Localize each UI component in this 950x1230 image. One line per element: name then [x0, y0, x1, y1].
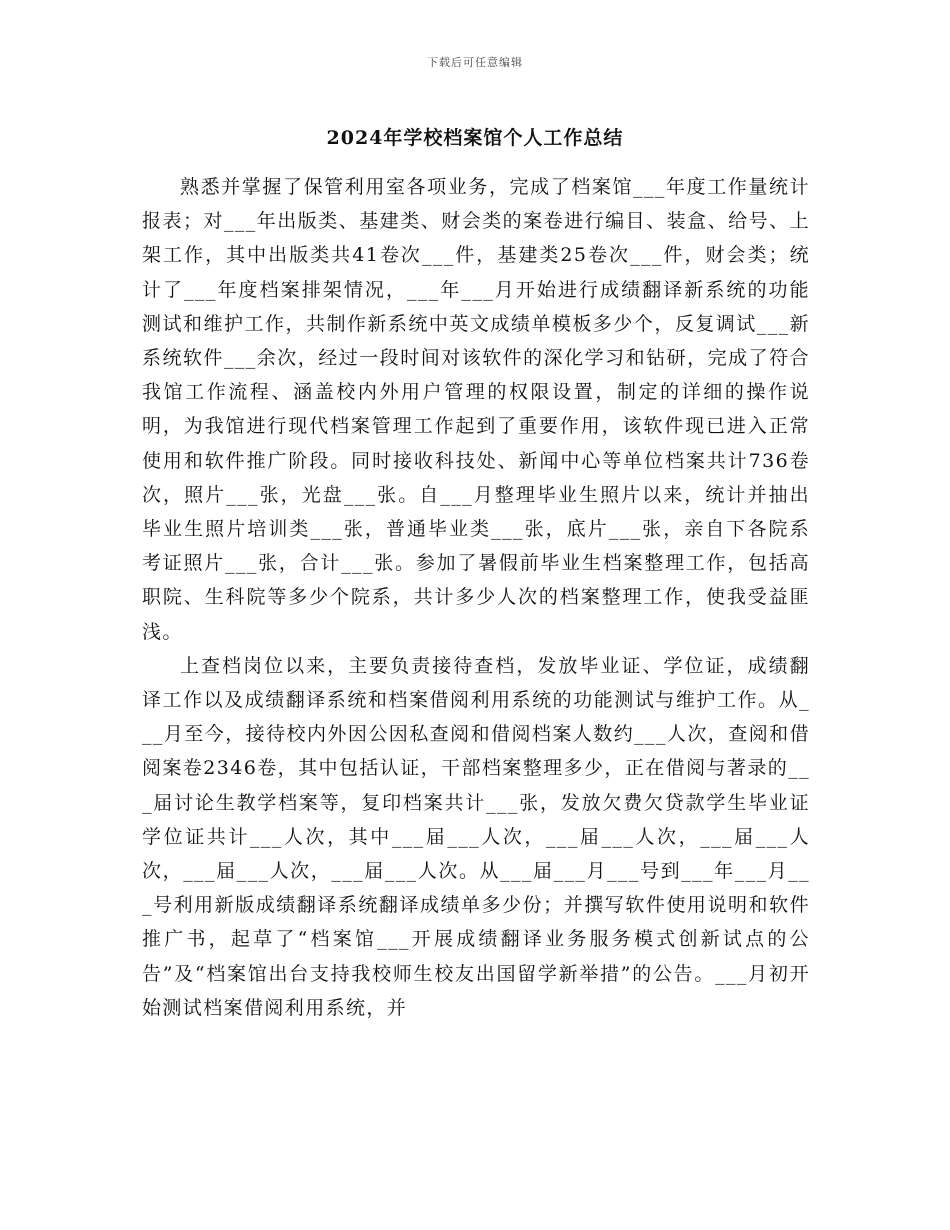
header-note: 下载后可任意编辑 [427, 56, 523, 69]
paragraph-1: 熟悉并掌握了保管利用室各项业务，完成了档案馆___年度工作量统计报表；对___年出版类、基建类、财会类的案卷进行编目、装盒、给号、上架工作，其中出版类共41卷次___件，基建类25卷次___件，财会类；统计了___年度档案排架情况，___年___月开始进行成绩翻译新系统的功能测试和维护工作，共制作新系统中英文成绩单模板多少个，反复调试___新系统软件___余次，经过一段时间对该软件的深化学习和钻研，完成了符合我馆工作流程、涵盖校内外用户管理的权限设置，制定的详细的操作说明，为我馆进行现代档案管理工作起到了重要作用，该软件现已进入正常使用和软件推广阶段。同时接收科技处、新闻中心等单位档案共计736卷次，照片___张，光盘___张。自___月整理毕业生照片以来，统计并抽出毕业生照片培训类___张，普通毕业类___张，底片___张，亲自下各院系考证照片___张，合计___张。参加了暑假前毕业生档案整理工作，包括高职院、生科院等多少个院系，共计多少人次的档案整理工作，使我受益匪浅。 [142, 176, 810, 643]
document-title: 2024年学校档案馆个人工作总结 [326, 127, 624, 149]
document-body [142, 170, 810, 1025]
paragraph-2: 上查档岗位以来，主要负责接待查档，发放毕业证、学位证，成绩翻译工作以及成绩翻译系统和档案借阅利用系统的功能测试与维护工作。从___月至今，接待校内外因公因私查阅和借阅档案人数约___人次，查阅和借阅案卷2346卷，其中包括认证，干部档案整理多少，正在借阅与著录的___届讨论生教学档案等，复印档案共计___张，发放欠费欠贷款学生毕业证学位证共计___人次，其中___届___人次，___届___人次，___届___人次，___届___人次，___届___人次。从___届___月___号到___年___月___号利用新版成绩翻译系统翻译成绩单多少份；并撰写软件使用说明和软件推广书，起草了“档案馆___开展成绩翻译业务服务模式创新试点的公告”及“档案馆出台支持我校师生校友出国留学新举措”的公告。___月初开始测试档案借阅利用系统，并 [142, 654, 810, 1019]
